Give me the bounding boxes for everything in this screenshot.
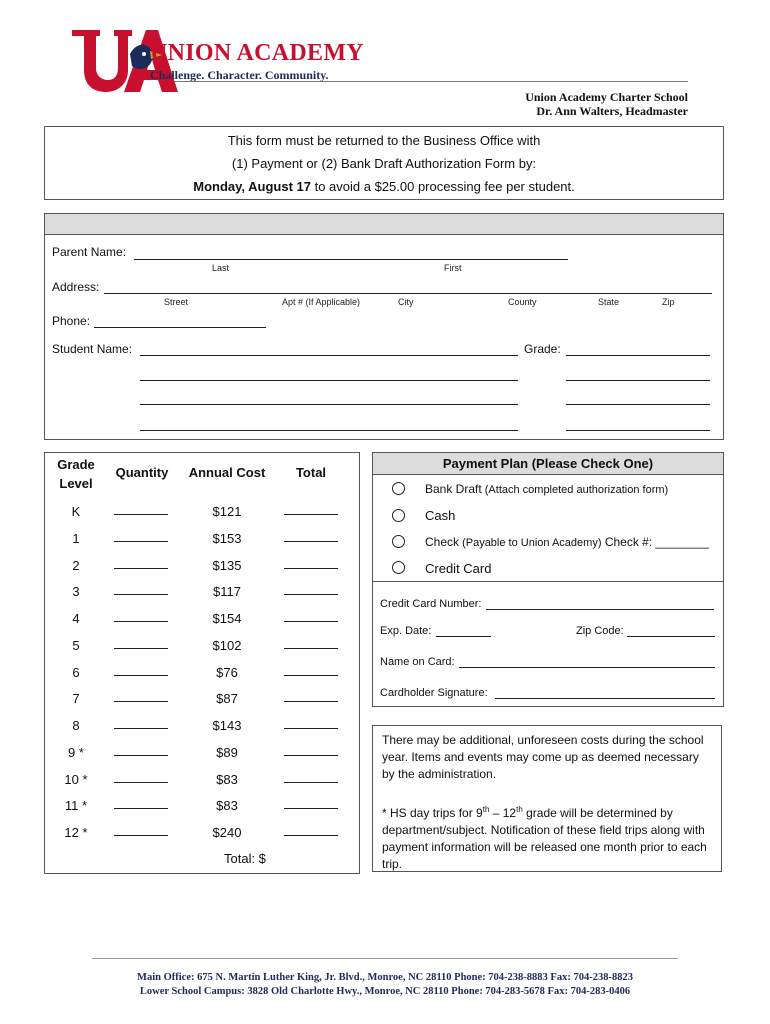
address-sub-county: County xyxy=(508,297,537,307)
row-grade: 2 xyxy=(72,557,80,573)
school-logo xyxy=(66,24,366,96)
cost-row xyxy=(44,580,360,606)
signature-field[interactable] xyxy=(495,698,715,699)
row-grade: 7 xyxy=(72,691,80,707)
notice-box xyxy=(44,126,724,200)
row-total-field[interactable] xyxy=(284,835,338,836)
parent-name-field[interactable] xyxy=(134,259,568,260)
deadline: Monday, August 17 xyxy=(193,179,311,194)
row-total-field[interactable] xyxy=(284,568,338,569)
signature-label: Cardholder Signature: xyxy=(380,687,488,699)
row-quantity-field[interactable] xyxy=(114,648,168,649)
grade-field-1[interactable] xyxy=(566,355,710,356)
grade-field-2[interactable] xyxy=(566,380,710,381)
row-quantity-field[interactable] xyxy=(114,541,168,542)
row-annual-cost: $240 xyxy=(212,825,242,840)
notice-line-1: This form must be returned to the Business Office with xyxy=(227,133,541,148)
row-annual-cost: $87 xyxy=(216,691,238,707)
row-quantity-field[interactable] xyxy=(114,568,168,569)
radio-bank-draft[interactable] xyxy=(392,482,405,495)
option-credit-card: Credit Card xyxy=(425,561,492,576)
row-grade: 12 * xyxy=(64,825,88,840)
row-total-field[interactable] xyxy=(284,621,338,622)
school-name: Union Academy Charter School xyxy=(525,90,688,104)
row-annual-cost: $83 xyxy=(216,771,238,787)
grade-level-header: Grade Level xyxy=(57,457,95,491)
cost-row xyxy=(44,768,360,794)
check-number: Check #: ________ xyxy=(601,535,709,549)
payment-plan-title: Payment Plan (Please Check One) xyxy=(442,456,654,471)
bank-draft-note: (Attach completed authorization form) xyxy=(481,484,669,496)
address-sub-state: State xyxy=(598,297,620,307)
grand-total-label: Total: $ xyxy=(224,851,266,866)
address-sub-zip: Zip xyxy=(662,297,675,307)
row-annual-cost: $102 xyxy=(212,637,242,653)
row-annual-cost: $76 xyxy=(216,664,238,680)
row-total-field[interactable] xyxy=(284,782,338,783)
info-form-header-bar xyxy=(45,214,723,235)
row-annual-cost: $117 xyxy=(213,584,241,600)
row-quantity-field[interactable] xyxy=(114,808,168,809)
student-name-field-1[interactable] xyxy=(140,355,518,356)
cost-row xyxy=(44,634,360,660)
notes-hs-trips: * HS day trips for 9 xyxy=(382,806,483,820)
notes-para-2 xyxy=(382,801,718,873)
grade-label: Grade: xyxy=(524,342,561,356)
cost-row xyxy=(44,794,360,820)
grade-field-4[interactable] xyxy=(566,430,710,431)
row-quantity-field[interactable] xyxy=(114,514,168,515)
footer-main-office: Main Office: 675 N. Martin Luther King, Jr. Blvd., Monroe, NC 28110 Phone: 704-238-8883 Fax: 704-238-8823 xyxy=(137,972,633,983)
cost-row xyxy=(44,741,360,767)
notes-trip-details: grade will be determined by department/subject. Notification of these field trips along with payment information will be released one month prior to each trip. xyxy=(382,806,707,871)
address-sub-street: Street xyxy=(164,297,189,307)
name-on-card-field[interactable] xyxy=(459,667,715,668)
address-field[interactable] xyxy=(104,293,712,294)
row-grade: 6 xyxy=(72,664,80,680)
check-label: Check xyxy=(425,535,460,549)
row-grade: 10 * xyxy=(64,771,88,787)
cost-row xyxy=(44,714,360,740)
cost-row xyxy=(44,661,360,687)
row-quantity-field[interactable] xyxy=(114,675,168,676)
row-grade: 8 xyxy=(72,718,80,733)
notice-line-3 xyxy=(45,179,723,194)
address-sub-city: City xyxy=(398,297,414,307)
logo-tagline: Challenge. Character. Community. xyxy=(150,68,329,82)
cost-header-quantity: Quantity xyxy=(115,465,169,480)
row-quantity-field[interactable] xyxy=(114,701,168,702)
row-grade: 5 xyxy=(72,637,80,653)
row-annual-cost: $89 xyxy=(216,744,238,760)
row-annual-cost: $143 xyxy=(212,718,242,733)
row-total-field[interactable] xyxy=(284,755,338,756)
parent-sub-first: First xyxy=(444,263,462,273)
row-quantity-field[interactable] xyxy=(114,594,168,595)
cost-header-annual: Annual Cost xyxy=(188,465,266,480)
notes-box xyxy=(372,725,722,872)
row-quantity-field[interactable] xyxy=(114,835,168,836)
row-total-field[interactable] xyxy=(284,594,338,595)
zip-code-label: Zip Code: xyxy=(576,625,624,637)
phone-label: Phone: xyxy=(52,314,91,328)
row-quantity-field[interactable] xyxy=(114,728,168,729)
cost-header-total: Total xyxy=(295,465,327,480)
row-grade: 9 * xyxy=(68,744,84,760)
exp-date-field[interactable] xyxy=(436,636,491,637)
row-grade: 3 xyxy=(72,584,80,600)
cost-header-grade xyxy=(44,455,108,493)
parent-name-label: Parent Name: xyxy=(52,245,127,259)
row-total-field[interactable] xyxy=(284,701,338,702)
option-bank-draft xyxy=(425,482,668,496)
deadline-rest: to avoid a $25.00 processing fee per student. xyxy=(310,179,575,194)
notes-sup-2: th xyxy=(516,805,523,814)
row-total-field[interactable] xyxy=(284,808,338,809)
student-name-field-3[interactable] xyxy=(140,404,518,405)
row-grade: 11 * xyxy=(64,798,88,814)
address-label: Address: xyxy=(52,280,100,294)
row-quantity-field[interactable] xyxy=(114,621,168,622)
row-annual-cost: $135 xyxy=(212,557,242,573)
row-total-field[interactable] xyxy=(284,675,338,676)
notes-grade-range: – 12 xyxy=(489,806,517,820)
footer-lower-campus: Lower School Campus: 3828 Old Charlotte Hwy., Monroe, NC 28110 Phone: 704-283-5678 Fax: 704-283-0406 xyxy=(139,986,631,997)
headmaster: Dr. Ann Walters, Headmaster xyxy=(536,104,688,118)
option-cash: Cash xyxy=(425,508,456,523)
cc-number-field[interactable] xyxy=(486,609,714,610)
cost-row xyxy=(44,687,360,713)
student-name-field-4[interactable] xyxy=(140,430,518,431)
exp-date-label: Exp. Date: xyxy=(380,625,432,637)
payment-plan-divider xyxy=(373,581,723,582)
radio-cash[interactable] xyxy=(392,509,405,522)
row-total-field[interactable] xyxy=(284,648,338,649)
radio-credit-card[interactable] xyxy=(392,561,405,574)
radio-check[interactable] xyxy=(392,535,405,548)
cost-row xyxy=(44,554,360,580)
zip-code-field[interactable] xyxy=(627,636,715,637)
notice-line-2: (1) Payment or (2) Bank Draft Authorization Form by: xyxy=(231,156,537,171)
cost-row xyxy=(44,607,360,633)
student-name-field-2[interactable] xyxy=(140,380,518,381)
notes-para-1: There may be additional, unforeseen costs during the school year. Items and events may come up as deemed necessary by the administration. xyxy=(382,733,704,781)
check-note: (Payable to Union Academy) xyxy=(459,537,602,549)
logo-name: UNION ACADEMY xyxy=(150,40,364,66)
row-quantity-field[interactable] xyxy=(114,782,168,783)
row-grade: K xyxy=(71,504,81,519)
option-check xyxy=(425,535,709,549)
notes-sup-1: th xyxy=(482,805,490,814)
row-annual-cost: $121 xyxy=(212,504,242,519)
row-total-field[interactable] xyxy=(284,541,338,542)
footer-rule xyxy=(92,958,678,959)
row-grade: 1 xyxy=(72,530,80,546)
cost-row xyxy=(44,500,360,526)
phone-field[interactable] xyxy=(94,327,266,328)
name-on-card-label: Name on Card: xyxy=(380,656,455,668)
parent-sub-last: Last xyxy=(212,263,230,273)
row-annual-cost: $154 xyxy=(212,611,242,626)
row-total-field[interactable] xyxy=(284,514,338,515)
cc-number-label: Credit Card Number: xyxy=(380,598,482,610)
address-sub-apt: Apt # (If Applicable) xyxy=(282,297,361,307)
row-annual-cost: $153 xyxy=(212,530,242,546)
grade-field-3[interactable] xyxy=(566,404,710,405)
student-name-label: Student Name: xyxy=(52,342,133,356)
cost-row xyxy=(44,821,360,847)
row-annual-cost: $83 xyxy=(216,798,238,814)
row-total-field[interactable] xyxy=(284,728,338,729)
bank-draft-label: Bank Draft xyxy=(425,482,482,496)
row-grade: 4 xyxy=(72,611,80,626)
cost-row xyxy=(44,527,360,553)
header-rule xyxy=(174,81,688,82)
row-quantity-field[interactable] xyxy=(114,755,168,756)
